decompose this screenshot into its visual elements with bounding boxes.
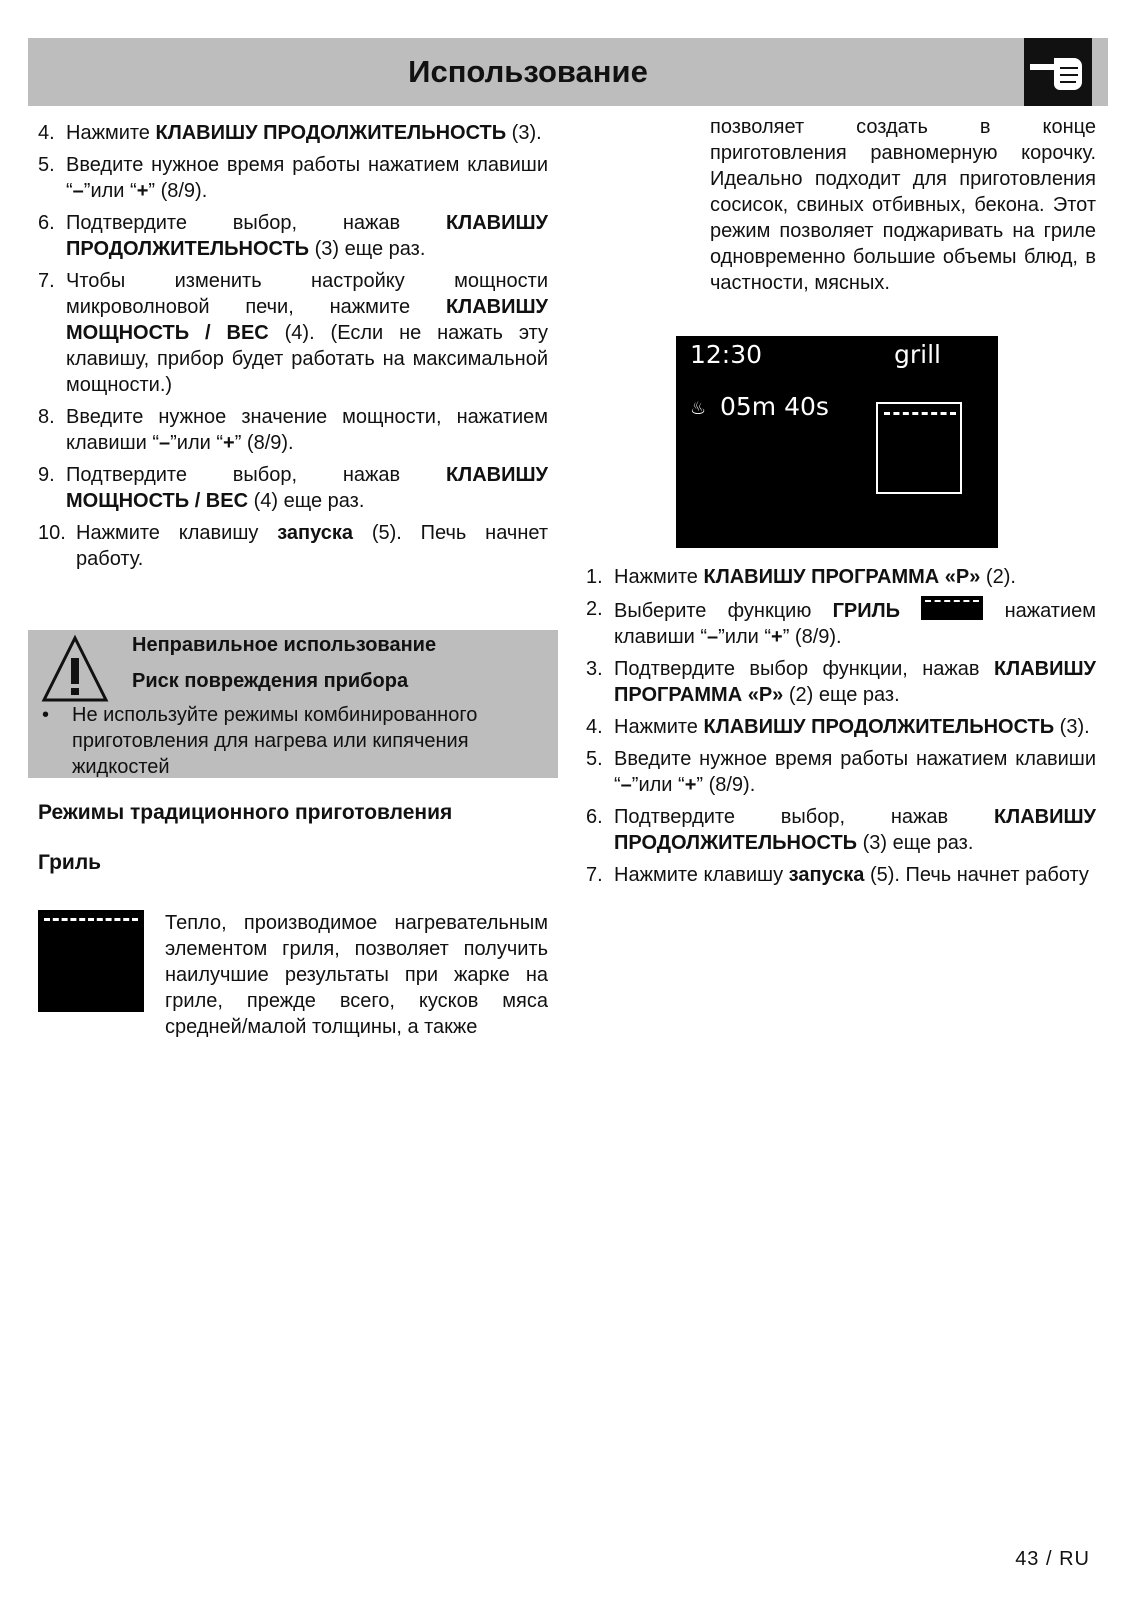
step-text: Введите нужное значение мощности, нажатием клавиши “ — [66, 406, 548, 454]
grill-description: Тепло, производимое нагревательным элементом гриля, позволяет получить наилучшие результаты при жарке на гриле, прежде всего, кусков мяса средней/малой толщины, а также — [165, 912, 548, 1038]
step-text: ” (8/9). — [234, 432, 294, 454]
pointing-hand-icon — [1024, 38, 1092, 106]
step-text: (2). — [980, 566, 1016, 588]
step-text: Выберите функцию — [614, 600, 833, 622]
step-item — [586, 804, 1096, 856]
step-item — [586, 596, 1096, 650]
step-text: (2) еще раз. — [783, 684, 900, 706]
step-item — [586, 564, 1096, 590]
step-emphasis: + — [684, 774, 697, 796]
step-item — [38, 120, 548, 146]
step-item — [38, 210, 548, 262]
grill-mode-icon — [38, 910, 144, 1012]
step-text: Подтвердите выбор, нажав — [66, 464, 446, 486]
step-number: 6. — [38, 212, 55, 234]
step-text: (5). Печь начнет работу. — [76, 522, 548, 570]
step-item — [38, 520, 548, 572]
step-text: (4). (Если не нажать эту клавишу, прибор будет работать на максимальной мощности.) — [66, 322, 549, 396]
step-text: (5). Печь начнет работу — [864, 864, 1089, 886]
step-number: 1. — [586, 566, 603, 588]
grill-description-continued: позволяет создать в конце приготовления равномерную корочку. Идеально подходит для приготовления сосисок, свиных отбивных, бекона. Этот режим позволяет поджаривать на гриле одновременно большие объемы блюд, в частности, мясных. — [710, 116, 1096, 294]
step-number: 4. — [38, 122, 55, 144]
step-text: ”или “ — [83, 180, 137, 202]
warning-subtitle: Риск повреждения прибора — [132, 670, 409, 692]
step-emphasis: КЛАВИШУ ПРОДОЛЖИТЕЛЬНОСТЬ — [66, 212, 548, 260]
timer-icon: ♨ — [690, 398, 707, 419]
step-item — [38, 268, 548, 398]
display-time: 12:30 — [690, 340, 763, 369]
left-steps — [38, 120, 548, 578]
step-text: Нажмите — [614, 716, 704, 738]
step-text: (3). — [506, 122, 542, 144]
step-emphasis: запуска — [277, 522, 353, 544]
step-emphasis: + — [771, 626, 783, 648]
step-number: 2. — [586, 598, 603, 620]
step-text: Подтвердите выбор функции, нажав — [614, 658, 994, 680]
step-text: Нажмите клавишу — [614, 864, 789, 886]
warning-title: Неправильное использование — [132, 634, 437, 656]
section-title: Режимы традиционного приготовления — [38, 801, 453, 824]
step-text: ” (8/9). — [696, 774, 756, 796]
step-emphasis: КЛАВИШУ ПРОДОЛЖИТЕЛЬНОСТЬ — [155, 122, 507, 144]
step-emphasis: – — [707, 626, 719, 648]
step-emphasis: ГРИЛЬ — [832, 600, 901, 622]
step-text: ”или “ — [170, 432, 224, 454]
step-item — [38, 462, 548, 514]
step-text: ” (8/9). — [782, 626, 842, 648]
step-number: 6. — [586, 806, 603, 828]
step-item — [38, 404, 548, 456]
step-emphasis: + — [223, 432, 235, 454]
step-text: Введите нужное время работы нажатием клавиши “ — [66, 154, 548, 202]
step-emphasis: КЛАВИШУ ПРОДОЛЖИТЕЛЬНОСТЬ — [614, 806, 1096, 854]
step-number: 3. — [586, 658, 603, 680]
page-title: Использование — [408, 54, 648, 89]
step-item — [586, 746, 1096, 798]
page-header — [28, 38, 1108, 106]
step-text: ” (8/9). — [148, 180, 208, 202]
warning-box — [28, 630, 558, 778]
step-number: 4. — [586, 716, 603, 738]
step-text: Подтвердите выбор, нажав — [66, 212, 446, 234]
step-emphasis: КЛАВИШУ МОЩНОСТЬ / ВЕС — [66, 464, 548, 512]
step-text: Нажмите — [614, 566, 704, 588]
display-mode: grill — [894, 340, 941, 369]
step-emphasis: – — [159, 432, 171, 454]
grill-icon — [921, 596, 983, 620]
step-emphasis: + — [136, 180, 149, 202]
step-number: 7. — [586, 864, 603, 886]
step-text: (3) еще раз. — [309, 238, 426, 260]
step-emphasis: КЛАВИШУ ПРОГРАММА «P» — [614, 658, 1096, 706]
step-number: 10. — [38, 522, 66, 544]
step-text — [900, 600, 921, 622]
step-emphasis: КЛАВИШУ ПРОГРАММА «P» — [703, 566, 981, 588]
page-number: 43 / RU — [1015, 1548, 1090, 1570]
step-text: (4) еще раз. — [248, 490, 365, 512]
warning-text: Не используйте режимы комбинированного приготовления для нагрева или кипячения жидкостей — [72, 704, 478, 778]
display-duration: 05m 40s — [720, 392, 829, 421]
step-item — [586, 656, 1096, 708]
step-number: 5. — [38, 154, 55, 176]
step-text: Нажмите клавишу — [76, 522, 278, 544]
step-item — [586, 862, 1096, 888]
step-item — [38, 152, 548, 204]
step-item — [586, 714, 1096, 740]
grill-heading: Гриль — [38, 851, 102, 874]
step-text: (3). — [1054, 716, 1090, 738]
step-text: (3) еще раз. — [857, 832, 974, 854]
oven-display — [676, 336, 998, 548]
step-emphasis: КЛАВИШУ ПРОДОЛЖИТЕЛЬНОСТЬ — [703, 716, 1055, 738]
step-number: 7. — [38, 270, 55, 292]
step-number: 8. — [38, 406, 55, 428]
step-text: Нажмите — [66, 122, 156, 144]
step-emphasis: – — [620, 774, 632, 796]
warning-bullet — [42, 702, 562, 780]
step-text: ”или “ — [631, 774, 685, 796]
step-text: Введите нужное время работы нажатием клавиши “ — [614, 748, 1096, 796]
bullet-icon: • — [42, 704, 50, 726]
step-emphasis: – — [72, 180, 84, 202]
step-emphasis: запуска — [788, 864, 865, 886]
right-steps — [586, 564, 1096, 894]
step-text: ”или “ — [718, 626, 772, 648]
step-number: 9. — [38, 464, 55, 486]
step-number: 5. — [586, 748, 603, 770]
grill-symbol-icon — [876, 402, 962, 494]
step-text: Чтобы изменить настройку мощности микроволновой печи, нажмите — [66, 270, 548, 318]
warning-triangle-icon — [40, 634, 110, 704]
step-text: нажатием клавиши “ — [614, 600, 1096, 648]
step-emphasis: КЛАВИШУ МОЩНОСТЬ / ВЕС — [66, 296, 548, 344]
step-text: Подтвердите выбор, нажав — [614, 806, 994, 828]
